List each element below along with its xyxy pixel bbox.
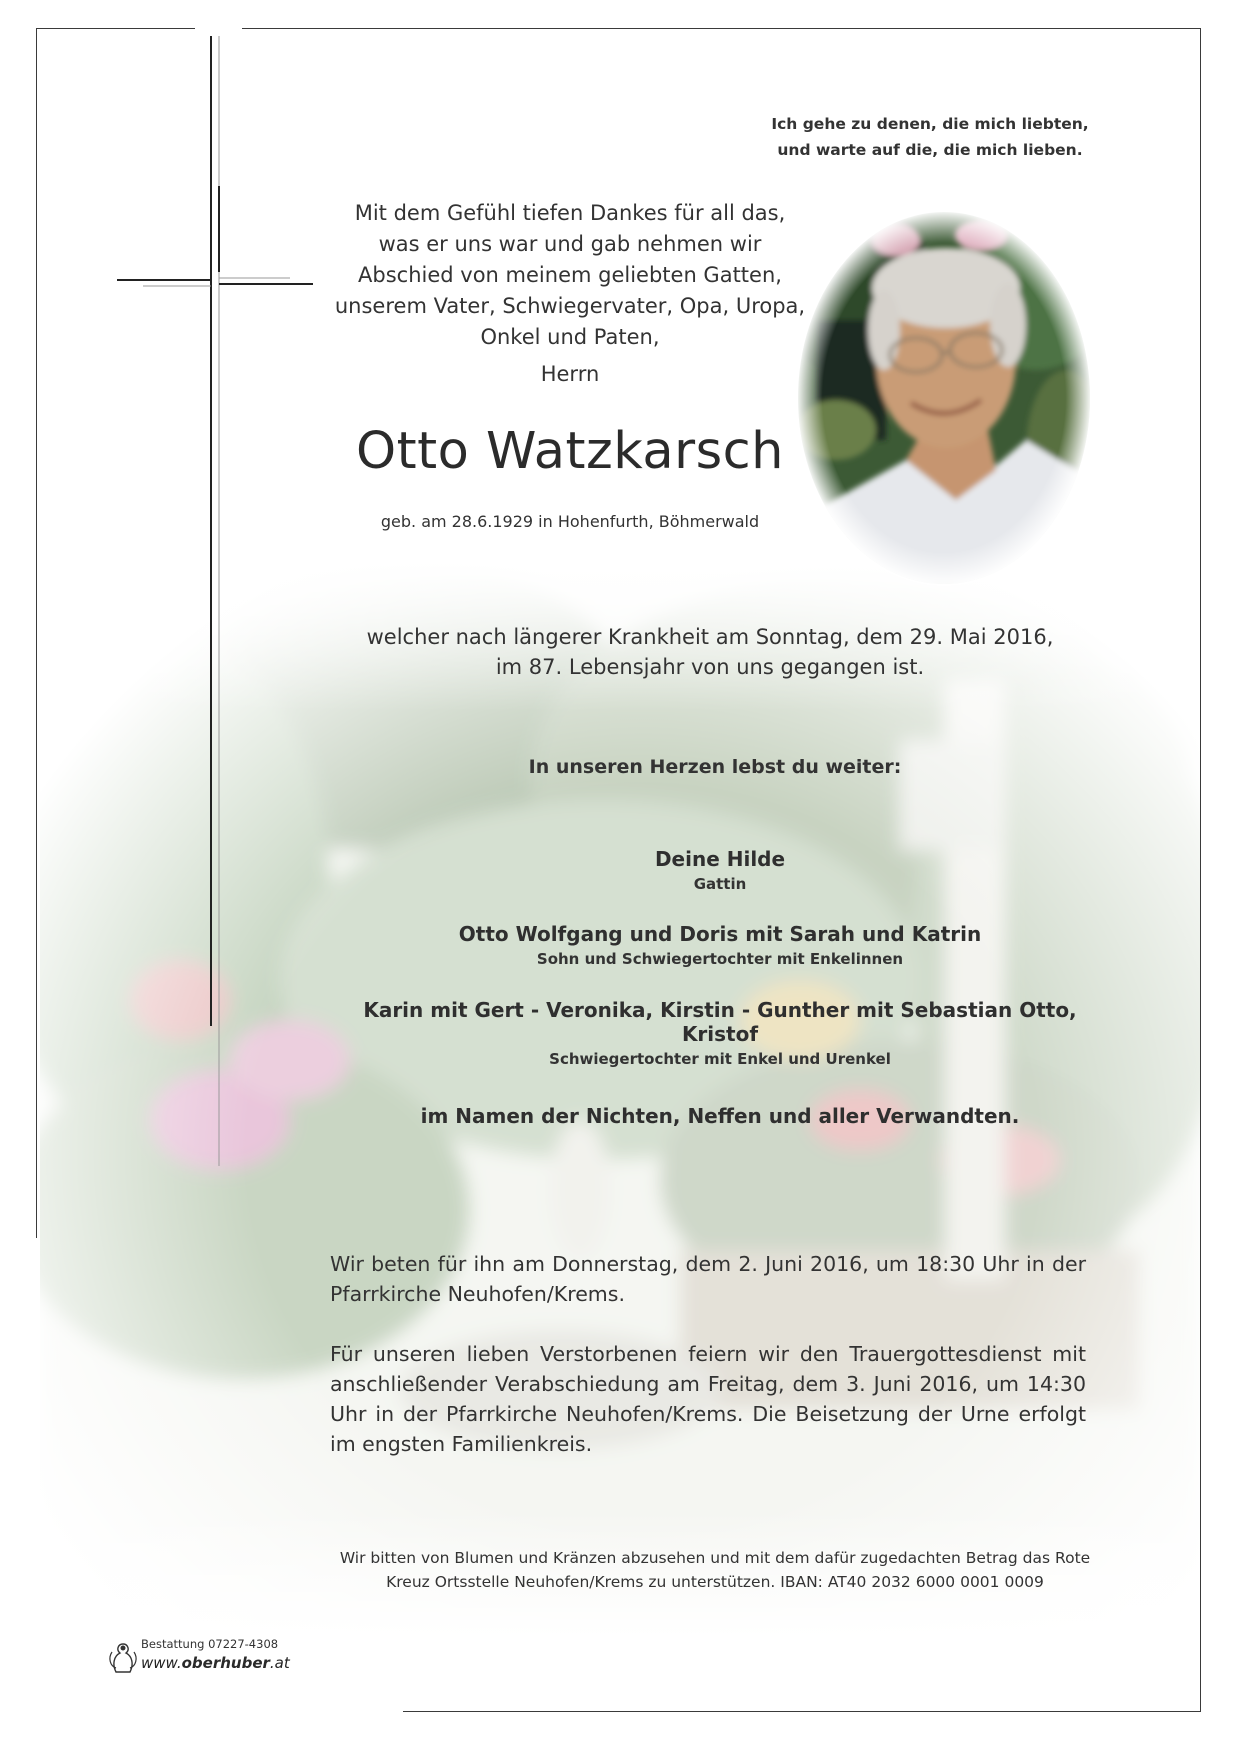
- intro-text: [310, 198, 830, 353]
- motto-line: und warte auf die, die mich lieben.: [777, 141, 1083, 159]
- logo-phone-line: [141, 1637, 278, 1651]
- note-line: Wir bitten von Blumen und Kränzen abzusehen und mit dem dafür zugedachten Betrag das Rote: [339, 1549, 1091, 1567]
- angel-icon: [108, 1638, 138, 1678]
- relative-entry: [560, 847, 880, 893]
- intro-line: Abschied von meinem geliebten Gatten,: [358, 263, 782, 287]
- hearts-heading: In unseren Herzen lebst du weiter:: [528, 756, 902, 778]
- relative-relation: Schwiegertochter mit Enkel und Urenkel: [549, 1050, 891, 1068]
- logo-url-prefix: www.: [141, 1654, 182, 1672]
- death-info: [330, 622, 1090, 682]
- deceased-name: Otto Watzkarsch: [355, 422, 785, 481]
- logo-url: [141, 1654, 290, 1672]
- frame-right: [1200, 28, 1201, 1712]
- relative-name: Karin mit Gert - Veronika, Kirstin - Gunther mit Sebastian Otto, Kristof: [363, 998, 1077, 1046]
- donation-note: [320, 1546, 1110, 1594]
- relative-entry: [330, 998, 1110, 1068]
- cross-symbol: [115, 36, 315, 1176]
- funeral-home-logo: [108, 1636, 308, 1680]
- logo-phone: 07227-4308: [208, 1637, 279, 1651]
- logo-url-brand: oberhuber: [181, 1654, 270, 1672]
- prayer-info: Wir beten für ihn am Donnerstag, dem 2. Juni 2016, um 18:30 Uhr in der Pfarrkirche Neuhofen/Krems.: [330, 1252, 1086, 1306]
- mass-info: Für unseren lieben Verstorbenen feiern wir den Trauergottesdienst mit anschließender Verabschiedung am Freitag, dem 3. Juni 2016, um 14:30 Uhr in der Pfarrkirche Neuhofen/Krems. Die Beisetzung der Urne erfolgt im engsten Familienkreis.: [330, 1342, 1086, 1456]
- relative-entry: [420, 922, 1020, 968]
- intro-line: unserem Vater, Schwiegervater, Opa, Uropa,: [334, 294, 806, 318]
- birth-info: geb. am 28.6.1929 in Hohenfurth, Böhmerwald: [380, 512, 760, 531]
- portrait-photo: [796, 210, 1092, 586]
- frame-top-left: [36, 28, 195, 29]
- relative-relation: Sohn und Schwiegertochter mit Enkelinnen: [536, 950, 904, 968]
- relative-name: Deine Hilde: [654, 847, 786, 871]
- relative-relation: Gattin: [693, 875, 747, 893]
- motto: [760, 111, 1100, 163]
- names-line: im Namen der Nichten, Neffen und aller Verwandten.: [420, 1104, 1020, 1128]
- motto-line: Ich gehe zu denen, die mich liebten,: [771, 115, 1089, 133]
- death-line: welcher nach längerer Krankheit am Sonntag, dem 29. Mai 2016,: [366, 625, 1054, 649]
- logo-label: Bestattung: [141, 1637, 205, 1651]
- note-line: Kreuz Ortsstelle Neuhofen/Krems zu unterstützen. IBAN: AT40 2032 6000 0001 0009: [386, 1573, 1044, 1591]
- death-line: im 87. Lebensjahr von uns gegangen ist.: [495, 655, 925, 679]
- relative-name: Otto Wolfgang und Doris mit Sarah und Katrin: [458, 922, 982, 946]
- frame-left: [36, 28, 37, 1238]
- logo-url-suffix: .at: [269, 1654, 290, 1672]
- salutation: Herrn: [540, 362, 600, 386]
- frame-bottom: [403, 1711, 1201, 1712]
- intro-line: Mit dem Gefühl tiefen Dankes für all das,: [354, 201, 786, 225]
- frame-top-right: [242, 28, 1201, 29]
- intro-line: Onkel und Paten,: [480, 325, 660, 349]
- intro-line: was er uns war und gab nehmen wir: [378, 232, 762, 256]
